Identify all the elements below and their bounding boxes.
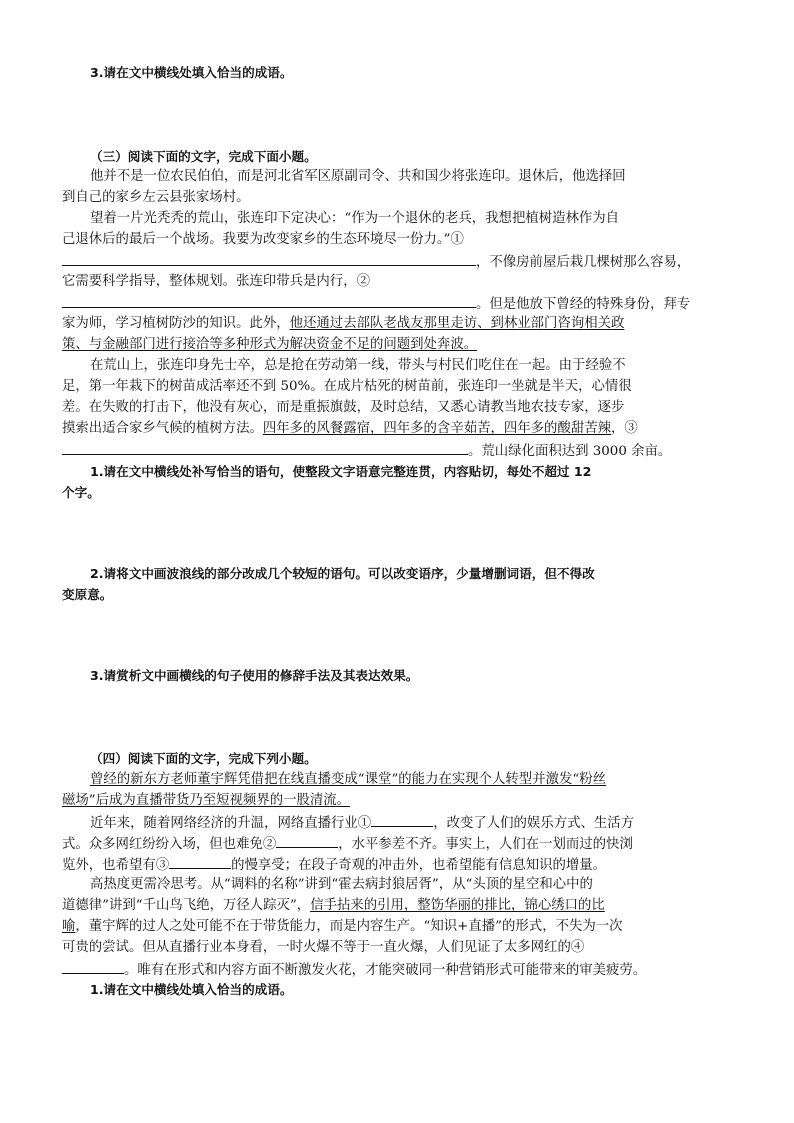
s3-p1-line1: 他并不是一位农民伯伯，而是河北省军区原副司令、共和国少将张连印。退休后，他选择回: [90, 169, 626, 184]
s3-p2-line5: 。但是他放下曾经的特殊身份，拜专: [62, 292, 742, 315]
s3-p2-line3: ，不像房前屋后栽几棵树那么容易，: [62, 250, 742, 273]
s3-p3-line4: 摸索出适合家乡气候的植树方法。四年多的风餐露宿，四年多的含辛茹苦，四年多的酸甜苦辣，③: [62, 421, 638, 436]
s3-p1-line2: 到自己的家乡左云县张家场村。: [62, 190, 250, 205]
s4-p2-line1: 近年来，随着网络经济的升温，网络直播行业① ，改变了人们的娱乐方式、生活方: [90, 811, 770, 834]
s4-p1-line2: 磁场”后成为直播带货乃至短视频界的一股清流。: [62, 793, 351, 808]
blank-s4-4[interactable]: [62, 958, 124, 974]
s3-p2-line6: 家为师，学习植树防沙的知识。此外，他还通过去部队老战友那里走访、到林业部门咨询相关政: [62, 316, 625, 331]
blank-3[interactable]: [62, 439, 468, 455]
s4-p3-line1: 高热度更需冷思考。从“调料的名称”讲到“霍去病封狼居胥”，从“头顶的星空和心中的: [90, 877, 593, 892]
s4-p3-line2: 道德律”讲到“千山鸟飞绝，万径人踪灭”，信手拈来的引用，整饬华丽的排比，锦心绣口的比: [62, 898, 605, 913]
s3-p2-line1: 望着一片光秃秃的荒山，张连印下定决心：“作为一个退休的老兵，我想把植树造林作为自: [90, 211, 620, 226]
section-3-title: （三）阅读下面的文字，完成下面小题。: [90, 149, 317, 164]
blank-s4-3[interactable]: [169, 853, 231, 869]
underlined-parallelism: 四年多的风餐露宿，四年多的含辛茹苦，四年多的酸甜苦辣: [262, 421, 612, 436]
s3-p2-line7: 策、与金融部门进行接洽等多种形式为解决资金不足的问题到处奔波。: [62, 337, 478, 352]
s3-question-2-line1: 2.请将文中画波浪线的部分改成几个较短的语句。可以改变语序，少量增删词语，但不得改: [90, 566, 595, 581]
s4-p3-line4: 可贵的尝试。但从直播行业本身看，一时火爆不等于一直火爆，人们见证了太多网红的④: [62, 940, 585, 955]
s3-question-2-line2: 变原意。: [62, 587, 113, 602]
blank-1[interactable]: [62, 250, 476, 266]
s4-p1-line1: 曾经的新东方老师董宇辉凭借把在线直播变成“课堂”的能力在实现个人转型并激发“粉丝: [90, 772, 606, 787]
s3-question-3: 3.请赏析文中画横线的句子使用的修辞手法及其表达效果。: [90, 668, 419, 683]
underlined-rhetoric: 信手拈来的引用，整饬华丽的排比，锦心绣口的比: [310, 898, 605, 913]
s4-p2-line2: 式。众多网红纷纷入场，但也难免② ，水平参差不齐。事实上，人们在一划而过的快浏: [62, 832, 742, 855]
question-s2-3: 3.请在文中横线处填入恰当的成语。: [90, 65, 293, 80]
s3-p2-line4: 它需要科学指导，整体规划。张连印带兵是内行，②: [62, 274, 370, 289]
s3-p2-line2: 己退休后的最后一个战场。我要为改变家乡的生态环境尽一份力。”①: [62, 232, 464, 247]
s3-p3-line3: 差。在失败的打击下，他没有灰心，而是重振旗鼓，及时总结，又悉心请教当地农技专家，逐步: [62, 400, 625, 415]
blank-s4-1[interactable]: [371, 811, 433, 827]
s3-question-1-line1: 1.请在文中横线处补写恰当的语句，使整段文字语意完整连贯，内容贴切，每处不超过 12: [90, 464, 592, 479]
blank-s4-2[interactable]: [276, 832, 338, 848]
section-4-title: （四）阅读下面的文字，完成下列小题。: [90, 751, 317, 766]
s4-question-1: 1.请在文中横线处填入恰当的成语。: [90, 982, 293, 997]
blank-2[interactable]: [62, 292, 476, 308]
s4-p3-line5: 。唯有在形式和内容方面不断激发火花，才能突破同一种营销形式可能带来的审美疲劳。: [62, 958, 742, 981]
s4-p3-line3: 喻，董宇辉的过人之处可能不在于带货能力，而是内容生产。“知识+直播”的形式，不失为一次: [62, 919, 623, 934]
s3-p3-line1: 在荒山上，张连印身先士卒，总是抢在劳动第一线，带头与村民们吃住在一起。由于经验不: [90, 358, 626, 373]
underlined-sentence: 他还通过去部队老战友那里走访、到林业部门咨询相关政: [289, 316, 625, 331]
s3-question-1-line2: 个字。: [62, 485, 100, 500]
s3-p3-line2: 足，第一年栽下的树苗成活率还不到 50%。在成片枯死的树苗前，张连印一坐就是半天，心情很: [62, 379, 632, 394]
s3-p3-line5: 。荒山绿化面积达到 3000 余亩。: [62, 439, 742, 462]
s4-p2-line3: 览外，也希望有③ 的慢享受；在段子奇观的冲击外，也希望能有信息知识的增量。: [62, 853, 742, 876]
